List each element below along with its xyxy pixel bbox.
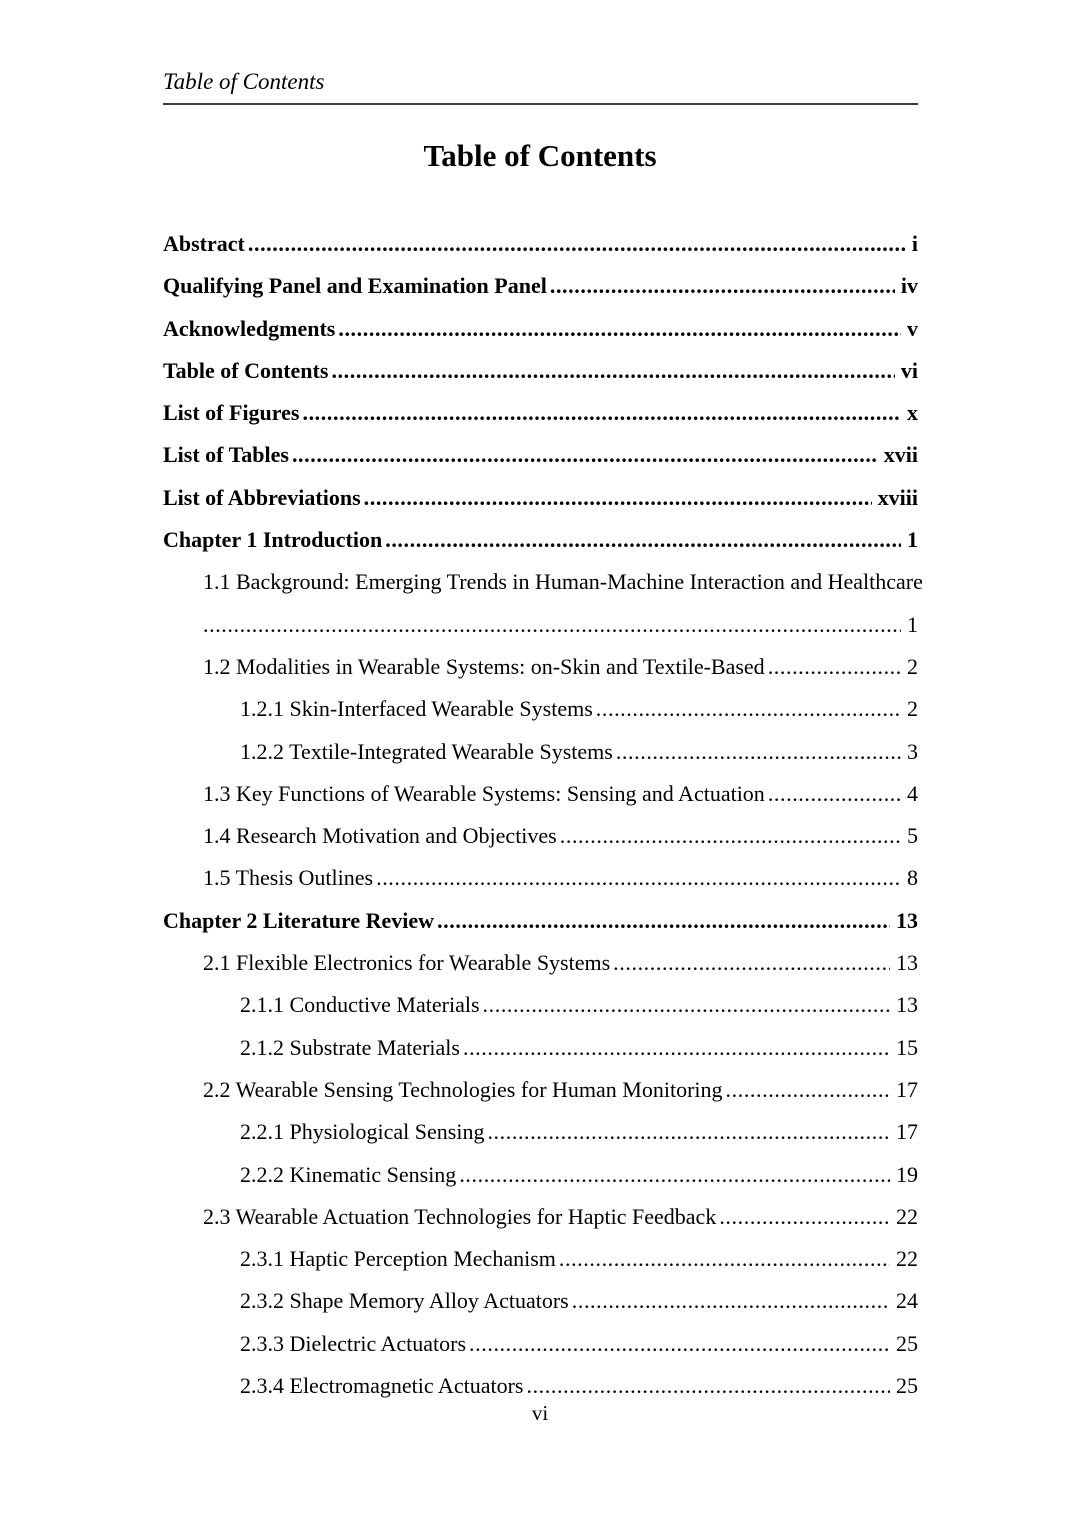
toc-entry	[163, 1069, 918, 1111]
toc-entry	[163, 773, 918, 815]
toc-entry-page: 25	[896, 1373, 918, 1399]
toc-leader-dots	[480, 984, 890, 1026]
toc-entry-page: i	[911, 231, 918, 256]
toc-entry-label: 2.3.1 Haptic Perception Mechanism	[240, 1246, 556, 1272]
toc-leader-dots	[610, 942, 890, 984]
toc-leader-dots	[547, 265, 895, 307]
toc-entry	[163, 392, 918, 434]
toc-entry	[163, 1027, 918, 1069]
toc-entry	[163, 223, 918, 265]
toc-entry	[163, 815, 918, 857]
toc-entry-label: 2.1.1 Conductive Materials	[240, 992, 480, 1018]
toc-entry-continuation	[163, 604, 918, 646]
toc-entry-page: 3	[907, 738, 918, 764]
toc-leader-dots	[335, 308, 901, 350]
toc-entry-label: 1.2.2 Textile-Integrated Wearable Systems	[240, 738, 613, 764]
toc-entry-label: 2.2.1 Physiological Sensing	[240, 1119, 485, 1145]
toc-leader-dots	[466, 1323, 890, 1365]
running-header	[163, 68, 918, 105]
toc-entry-page: 1	[907, 611, 918, 637]
toc-entry-label: Qualifying Panel and Examination Panel	[163, 273, 547, 299]
toc-entry-label: 2.3.2 Shape Memory Alloy Actuators	[240, 1288, 569, 1314]
toc-leader-dots	[557, 815, 901, 857]
toc-entry-label: List of Tables	[163, 442, 289, 468]
toc-entry-page: 24	[896, 1288, 918, 1314]
toc-entry	[163, 477, 918, 519]
toc-entry-label: 1.4 Research Motivation and Objectives	[203, 823, 557, 849]
toc-entry	[163, 1154, 918, 1196]
toc-entry-page: 17	[896, 1119, 918, 1145]
toc-entry-label: 1.1 Background: Emerging Trends in Human-Machine Interaction and Healthcare	[203, 569, 923, 595]
toc-entry	[163, 731, 918, 773]
toc-entry	[163, 350, 918, 392]
toc-entry	[163, 900, 918, 942]
toc-entry-page: 22	[896, 1203, 918, 1229]
toc-leader-dots	[382, 519, 901, 561]
toc-leader-dots	[593, 688, 901, 730]
toc-entry	[163, 688, 918, 730]
toc-entry-label: 2.2.2 Kinematic Sensing	[240, 1161, 457, 1187]
toc-leader-dots	[613, 731, 901, 773]
toc-entry-page: 4	[907, 780, 918, 806]
toc-leader-dots	[556, 1238, 890, 1280]
toc-entry-label: Chapter 1 Introduction	[163, 527, 383, 553]
toc-entry	[163, 1323, 918, 1365]
toc-entry-label: 1.5 Thesis Outlines	[203, 865, 374, 891]
toc-entry-page: 25	[896, 1330, 918, 1356]
toc-leader-dots	[460, 1027, 890, 1069]
toc-entry	[163, 308, 918, 350]
toc-entry-label: 2.1.2 Substrate Materials	[240, 1034, 460, 1060]
toc-entry-page: v	[907, 315, 918, 341]
toc-entry-page: 17	[896, 1076, 918, 1102]
toc-entry-label: 2.2 Wearable Sensing Technologies for Human Monitoring	[203, 1076, 723, 1102]
toc-entry-page: 1	[907, 527, 918, 553]
toc-entry-label: 2.1 Flexible Electronics for Wearable Systems	[203, 950, 611, 976]
toc-entry-page: 13	[896, 992, 918, 1018]
toc-entry-page: 2	[907, 653, 918, 679]
page-title: Table of Contents	[423, 138, 657, 173]
toc-entry-label: 1.2.1 Skin-Interfaced Wearable Systems	[240, 696, 593, 722]
toc-entry-page: 22	[896, 1246, 918, 1272]
toc-leader-dots	[569, 1280, 890, 1322]
toc-entry-label: Abstract	[163, 231, 245, 256]
toc-entry-page: vi	[900, 357, 918, 383]
toc-leader-dots	[434, 900, 890, 942]
toc-entry	[163, 857, 918, 899]
toc-entry	[163, 265, 918, 307]
toc-entry	[163, 1280, 918, 1322]
toc-entry-page: 2	[907, 696, 918, 722]
toc-entry-page: 8	[907, 865, 918, 891]
toc-entry	[163, 1111, 918, 1153]
toc-entry-label: 1.2 Modalities in Wearable Systems: on-Skin and Textile-Based	[203, 653, 765, 679]
toc-entry-page: xvii	[883, 442, 918, 468]
toc-entry-label: Chapter 2 Literature Review	[163, 907, 435, 933]
toc-leader-dots	[328, 350, 894, 392]
toc-entry-page: x	[907, 400, 918, 426]
toc-entry-page: iv	[900, 273, 918, 299]
toc-entry-page: 13	[896, 907, 918, 933]
toc-entry-label: 2.3.4 Electromagnetic Actuators	[240, 1373, 524, 1399]
toc-entry	[163, 561, 923, 603]
running-header-title: Table of Contents	[163, 69, 325, 94]
toc-entry	[163, 1196, 918, 1238]
toc-entry	[163, 984, 918, 1026]
toc-entry	[163, 519, 918, 561]
toc-leader-dots	[361, 477, 872, 519]
toc-entry-label: List of Abbreviations	[163, 484, 361, 510]
toc-entry-label: 1.3 Key Functions of Wearable Systems: Sensing and Actuation	[203, 780, 765, 806]
toc-entry-page: 13	[896, 950, 918, 976]
toc-entry-page: 15	[896, 1034, 918, 1060]
toc-entry-label: 2.3 Wearable Actuation Technologies for Haptic Feedback	[203, 1203, 717, 1229]
toc-entry	[163, 646, 918, 688]
toc-leader-dots	[373, 857, 901, 899]
toc-entry-label: List of Figures	[163, 400, 300, 426]
toc-leader-dots	[289, 434, 878, 476]
toc-leader-dots	[765, 646, 901, 688]
toc-entry	[163, 1238, 918, 1280]
toc-entry	[163, 434, 918, 476]
toc-entry-label: 2.3.3 Dielectric Actuators	[240, 1330, 467, 1356]
toc-entry-page: 19	[896, 1161, 918, 1187]
toc-entry-page: xviii	[877, 484, 918, 510]
toc-leader-dots	[245, 223, 906, 265]
toc-leader-dots	[484, 1111, 890, 1153]
toc-entry-label: Acknowledgments	[163, 315, 336, 341]
toc-leader-dots	[723, 1069, 890, 1111]
toc-entry-label: Table of Contents	[163, 357, 329, 383]
toc-leader-dots	[456, 1154, 890, 1196]
toc-entry	[163, 942, 918, 984]
toc-leader-dots	[299, 392, 901, 434]
page-number: vi	[531, 1401, 549, 1425]
toc-entry-page: 5	[907, 823, 918, 849]
toc-leader-dots	[716, 1196, 890, 1238]
toc-leader-dots	[203, 604, 901, 646]
toc-list	[163, 223, 923, 1407]
toc-leader-dots	[765, 773, 901, 815]
